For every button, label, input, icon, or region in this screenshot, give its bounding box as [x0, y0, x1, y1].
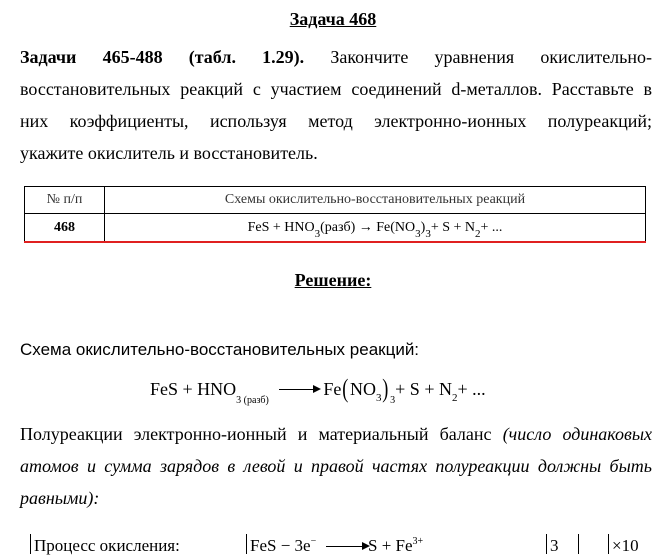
- process-lhs: [250, 536, 316, 556]
- process-mult: ×10: [612, 536, 639, 555]
- table-row: [25, 214, 645, 241]
- eq-products: + S + N: [395, 379, 452, 399]
- oxidation-process-row: [0, 530, 666, 555]
- half-line-2-italic: атомов и сумма зарядов в левой и правой частях полуреакции должны быть: [20, 456, 652, 476]
- task-bold-prefix: Задачи 465-488 (табл. 1.29).: [20, 47, 305, 67]
- eq-left-paren: (: [342, 374, 349, 403]
- row-number: 468: [25, 214, 105, 241]
- eq-right-paren: ): [382, 374, 389, 403]
- reaction-table: [24, 186, 646, 242]
- eq-sub: 3: [415, 227, 421, 240]
- half-line-3: [20, 482, 652, 514]
- bracket-bar: [608, 534, 609, 554]
- eq-sub: 3: [314, 227, 321, 240]
- eq-reactants: FeS + HNO: [150, 379, 237, 399]
- half-line-1: [20, 418, 652, 450]
- task-line-3: них коэффициенты, используя метод электронно-ионных полуреакций;: [20, 111, 652, 131]
- eq-paren: ): [420, 219, 426, 235]
- reaction-equation: [150, 372, 486, 408]
- bracket-bar: [30, 534, 31, 554]
- half-line-1-text: Полуреакции электронно-ионный и материальный баланс: [20, 424, 503, 444]
- eq-sub: 3: [425, 227, 431, 240]
- eq-part: (разб) → Fe(NO: [320, 219, 416, 235]
- process-label: Процесс окисления:: [34, 536, 180, 555]
- bracket-bar: [578, 534, 579, 554]
- process-rhs-sup: 3+: [412, 536, 424, 547]
- eq-sub: 2: [475, 227, 481, 240]
- task-line-2: восстановительных реакций с участием соединений d-металлов. Расставьте в: [20, 79, 652, 99]
- process-lhs-sup: −: [310, 536, 317, 547]
- problem-title: Задача 468: [289, 9, 377, 29]
- half-line-3-italic: равными):: [20, 488, 100, 508]
- process-rhs: [368, 536, 423, 556]
- bracket-bar: [546, 534, 547, 554]
- process-coef: 3: [550, 536, 559, 555]
- half-reactions-paragraph: [20, 418, 652, 514]
- eq-part: FeS + HNO: [247, 219, 315, 235]
- process-lhs-text: FeS − 3e: [250, 536, 311, 555]
- eq-no-sub: 3: [375, 392, 382, 404]
- task-line-1: [20, 41, 652, 73]
- eq-n2-sub: 2: [451, 392, 458, 404]
- eq-paren-sub: 3: [390, 395, 396, 406]
- table-header-row: [25, 187, 645, 214]
- task-line-4: укажите окислитель и восстановитель.: [20, 143, 318, 163]
- eq-no: NO: [349, 379, 376, 399]
- eq-reactant-sub: 3 (разб): [236, 395, 269, 406]
- task-line-1-text: Закончите уравнения окислительно-: [330, 47, 653, 67]
- process-arrow-icon: [326, 540, 370, 552]
- reaction-arrow-icon: [279, 383, 321, 395]
- eq-fe: Fe: [323, 379, 342, 399]
- red-underline: [24, 241, 646, 243]
- eq-ellipsis: + ...: [457, 379, 486, 399]
- scheme-label: Схема окислительно-восстановительных реакций:: [20, 340, 420, 359]
- header-scheme: Схемы окислительно-восстановительных реакций: [224, 192, 526, 207]
- header-number: № п/п: [25, 187, 105, 213]
- process-rhs-text: S + Fe: [368, 536, 413, 555]
- eq-part: + ...: [480, 219, 503, 235]
- half-line-1-italic: (число одинаковых: [502, 424, 652, 444]
- half-line-2: [20, 450, 652, 482]
- row-equation: [105, 214, 645, 241]
- task-statement: [20, 41, 652, 169]
- bracket-bar: [246, 534, 247, 554]
- solution-title: Решение:: [294, 270, 372, 290]
- eq-part: + S + N: [430, 219, 476, 235]
